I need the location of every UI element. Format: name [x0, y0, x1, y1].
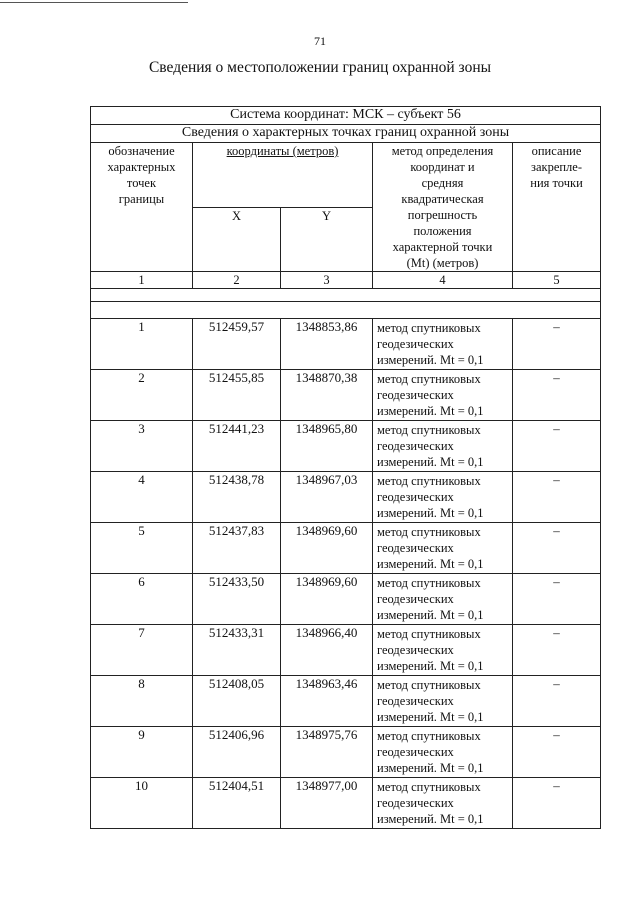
header-method	[373, 143, 513, 272]
point-description: –	[513, 472, 601, 523]
point-id: 4	[91, 472, 193, 523]
method-line: метод спутниковых	[377, 321, 481, 335]
header-coordinates-label: координаты (метров)	[226, 144, 339, 158]
coord-x: 512433,31	[193, 625, 281, 676]
method-line: метод спутниковых	[377, 525, 481, 539]
method-line: метод спутниковых	[377, 474, 481, 488]
header-line: погрешность	[407, 208, 478, 222]
method-line: измерений. Mt = 0,1	[377, 608, 484, 622]
coord-y: 1348977,00	[281, 778, 373, 829]
method-line: геодезических	[377, 694, 454, 708]
header-line: положения	[413, 224, 472, 238]
point-id: 10	[91, 778, 193, 829]
coord-y: 1348969,60	[281, 523, 373, 574]
coord-y: 1348963,46	[281, 676, 373, 727]
column-number: 3	[281, 272, 373, 289]
column-number: 5	[513, 272, 601, 289]
coord-y: 1348975,76	[281, 727, 373, 778]
table-row	[91, 472, 601, 523]
spacer	[91, 289, 601, 302]
point-description: –	[513, 319, 601, 370]
header-line: метод определения	[391, 144, 494, 158]
header-line: характерной точки	[392, 240, 493, 254]
coord-x: 512459,57	[193, 319, 281, 370]
header-line: границы	[118, 192, 165, 206]
method-line: геодезических	[377, 337, 454, 351]
header-description	[513, 143, 601, 272]
table-row	[91, 523, 601, 574]
coord-x: 512404,51	[193, 778, 281, 829]
coord-x: 512408,05	[193, 676, 281, 727]
coord-y: 1348965,80	[281, 421, 373, 472]
method-line: геодезических	[377, 490, 454, 504]
header-x: X	[193, 207, 281, 272]
method-line: измерений. Mt = 0,1	[377, 710, 484, 724]
coord-x: 512441,23	[193, 421, 281, 472]
point-description: –	[513, 676, 601, 727]
method-line: измерений. Mt = 0,1	[377, 557, 484, 571]
point-id: 2	[91, 370, 193, 421]
table-row	[91, 676, 601, 727]
document-title: Сведения о местоположении границ охранной зоны	[148, 59, 492, 76]
header-line: закрепле-	[531, 160, 583, 174]
coord-system-banner: Система координат: МСК – субъект 56	[91, 107, 601, 125]
method-cell	[373, 421, 513, 472]
point-description: –	[513, 370, 601, 421]
point-id: 7	[91, 625, 193, 676]
method-line: геодезических	[377, 796, 454, 810]
method-line: геодезических	[377, 439, 454, 453]
coord-y: 1348853,86	[281, 319, 373, 370]
method-cell	[373, 625, 513, 676]
coord-y: 1348969,60	[281, 574, 373, 625]
header-line: ния точки	[530, 176, 583, 190]
method-line: измерений. Mt = 0,1	[377, 404, 484, 418]
header-point-designation	[91, 143, 193, 272]
coord-x: 512438,78	[193, 472, 281, 523]
method-cell	[373, 574, 513, 625]
method-line: измерений. Mt = 0,1	[377, 812, 484, 826]
column-number: 4	[373, 272, 513, 289]
method-line: метод спутниковых	[377, 729, 481, 743]
boundary-points-table	[90, 106, 601, 829]
point-description: –	[513, 574, 601, 625]
table-row	[91, 421, 601, 472]
header-rule	[0, 2, 188, 3]
method-line: измерений. Mt = 0,1	[377, 506, 484, 520]
method-line: метод спутниковых	[377, 678, 481, 692]
method-line: метод спутниковых	[377, 423, 481, 437]
header-line: (Mt) (метров)	[406, 256, 479, 270]
point-id: 9	[91, 727, 193, 778]
point-description: –	[513, 625, 601, 676]
table-row	[91, 319, 601, 370]
method-line: геодезических	[377, 643, 454, 657]
method-cell	[373, 472, 513, 523]
coord-y: 1348870,38	[281, 370, 373, 421]
method-line: измерений. Mt = 0,1	[377, 659, 484, 673]
header-y: Y	[281, 207, 373, 272]
method-cell	[373, 676, 513, 727]
point-id: 3	[91, 421, 193, 472]
method-line: измерений. Mt = 0,1	[377, 455, 484, 469]
table-row	[91, 778, 601, 829]
coord-x: 512433,50	[193, 574, 281, 625]
coord-y: 1348966,40	[281, 625, 373, 676]
header-line: характерных	[107, 160, 176, 174]
empty-row	[91, 302, 601, 319]
header-line: точек	[126, 176, 157, 190]
header-coordinates	[193, 143, 373, 208]
point-id: 5	[91, 523, 193, 574]
method-cell	[373, 523, 513, 574]
method-line: геодезических	[377, 541, 454, 555]
coord-x: 512455,85	[193, 370, 281, 421]
table-row	[91, 574, 601, 625]
column-number: 2	[193, 272, 281, 289]
method-line: геодезических	[377, 592, 454, 606]
method-line: геодезических	[377, 388, 454, 402]
method-cell	[373, 727, 513, 778]
header-line: координат и	[410, 160, 475, 174]
page-number: 71	[314, 34, 326, 48]
point-id: 6	[91, 574, 193, 625]
coord-x: 512406,96	[193, 727, 281, 778]
table-row	[91, 727, 601, 778]
method-line: метод спутниковых	[377, 627, 481, 641]
method-line: метод спутниковых	[377, 780, 481, 794]
method-line: измерений. Mt = 0,1	[377, 353, 484, 367]
point-description: –	[513, 778, 601, 829]
table-row	[91, 370, 601, 421]
column-number: 1	[91, 272, 193, 289]
method-line: метод спутниковых	[377, 372, 481, 386]
method-cell	[373, 370, 513, 421]
coord-x: 512437,83	[193, 523, 281, 574]
section-title-banner: Сведения о характерных точках границ охранной зоны	[91, 125, 601, 143]
method-line: метод спутниковых	[377, 576, 481, 590]
table-row	[91, 625, 601, 676]
header-line: описание	[531, 144, 582, 158]
method-line: геодезических	[377, 745, 454, 759]
point-id: 1	[91, 319, 193, 370]
header-line: средняя	[421, 176, 464, 190]
point-description: –	[513, 523, 601, 574]
point-id: 8	[91, 676, 193, 727]
point-description: –	[513, 421, 601, 472]
method-cell	[373, 319, 513, 370]
method-cell	[373, 778, 513, 829]
header-line: обозначение	[108, 144, 175, 158]
method-line: измерений. Mt = 0,1	[377, 761, 484, 775]
coord-y: 1348967,03	[281, 472, 373, 523]
header-line: квадратическая	[401, 192, 484, 206]
point-description: –	[513, 727, 601, 778]
